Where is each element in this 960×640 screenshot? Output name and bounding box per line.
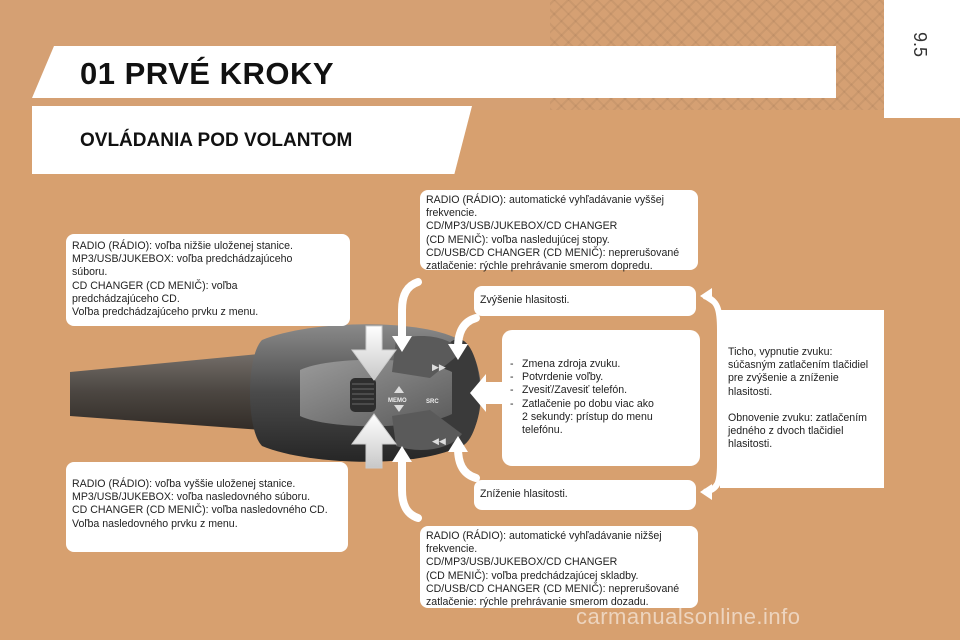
callout-bottom-left — [66, 462, 348, 552]
list-item: - Zmena zdroja zvuku. — [506, 358, 694, 371]
callout-line: RADIO (RÁDIO): voľba vyššie uloženej stanice. — [72, 478, 296, 490]
list-item-continued: telefónu. — [522, 424, 563, 437]
callout-line: frekvencie. — [426, 543, 478, 556]
callout-top-right — [420, 190, 698, 273]
bracket-line — [704, 296, 720, 492]
callout-line: jedného z dvoch tlačidiel — [728, 425, 844, 438]
unmute-paragraph — [728, 412, 878, 452]
callout-line: CD/MP3/USB/JUKEBOX/CD CHANGER — [426, 556, 618, 569]
callout-line: Ticho, vypnutie zvuku: — [728, 346, 833, 358]
forward-icon: ▶▶ — [432, 363, 446, 373]
callout-src — [502, 330, 700, 466]
rewind-icon: ◀◀ — [432, 437, 446, 447]
page-title: 01 PRVÉ KROKY — [80, 56, 335, 91]
arrow-vol-up-line — [458, 318, 476, 348]
callout-top-left — [66, 234, 350, 326]
callout-mute — [720, 310, 884, 488]
callout-line: súboru. — [72, 266, 108, 279]
callout-line: CD/USB/CD CHANGER (CD MENIČ): neprerušované — [426, 246, 680, 259]
callout-line: (CD MENIČ): voľba predchádzajúcej skladby. — [426, 569, 639, 582]
callout-bottom-right — [420, 526, 698, 608]
arrow-seek-back-line — [402, 458, 418, 518]
callout-line: hlasitosti. — [728, 385, 773, 398]
arrow-vol-down-line — [458, 448, 476, 478]
callout-line: CD/USB/CD CHANGER (CD MENIČ): neprerušované — [426, 582, 680, 595]
callout-line: RADIO (RÁDIO): automatické vyhľadávanie vyššej — [426, 194, 664, 206]
callout-line: hlasitosti. — [728, 438, 773, 451]
src-label: SRC — [426, 399, 439, 405]
callout-line: (CD MENIČ): voľba nasledujúcej stopy. — [426, 233, 610, 246]
callout-line: zatlačenie: rýchle prehrávanie smerom dozadu. — [426, 596, 649, 609]
list-item: - Zvesiť/Zavesiť telefón. — [506, 384, 694, 397]
bracket-top-icon — [700, 288, 712, 304]
list-item: - Potvrdenie voľby. — [506, 371, 694, 384]
callout-line: CD CHANGER (CD MENIČ): voľba — [72, 279, 238, 292]
bracket-bottom-icon — [700, 484, 712, 500]
callout-volume-down: Zníženie hlasitosti. — [474, 480, 696, 510]
callout-line: Obnovenie zvuku: zatlačením — [728, 411, 867, 424]
list-item: - Zatlačenie po dobu viac ako — [506, 398, 694, 411]
callout-line: CD CHANGER (CD MENIČ): voľba nasledovného CD. — [72, 504, 328, 517]
callout-line: MP3/USB/JUKEBOX: voľba predchádzajúceho — [72, 253, 293, 266]
callout-line: MP3/USB/JUKEBOX: voľba nasledovného súboru. — [72, 491, 311, 504]
section-title: OVLÁDANIA POD VOLANTOM — [80, 130, 353, 151]
callout-volume-up: Zvýšenie hlasitosti. — [474, 286, 696, 316]
memo-wheel — [350, 378, 376, 412]
watermark: carmanualsonline.info — [576, 604, 801, 629]
callout-line: frekvencie. — [426, 207, 478, 220]
callout-line: RADIO (RÁDIO): voľba nižšie uloženej stanice. — [72, 240, 293, 252]
arrow-src-shaft — [486, 382, 502, 404]
callout-line: pre zvýšenie a zníženie — [728, 372, 839, 385]
callout-line: Voľba predchádzajúceho prvku z menu. — [72, 306, 259, 319]
callout-line: CD/MP3/USB/JUKEBOX/CD CHANGER — [426, 220, 618, 233]
callout-line: Voľba nasledovného prvku z menu. — [72, 517, 238, 530]
list-item-continued: 2 sekundy: prístup do menu — [522, 410, 653, 423]
callout-line: predchádzajúceho CD. — [72, 292, 180, 305]
callout-line: súčasným zatlačením tlačidiel — [728, 359, 869, 372]
memo-label: MEMO — [388, 398, 407, 404]
callout-line: RADIO (RÁDIO): automatické vyhľadávanie nižšej — [426, 530, 662, 542]
mute-paragraph — [728, 346, 878, 399]
callout-line: zatlačenie: rýchle prehrávanie smerom dopredu. — [426, 260, 653, 273]
page-number: 9.5 — [910, 32, 930, 58]
